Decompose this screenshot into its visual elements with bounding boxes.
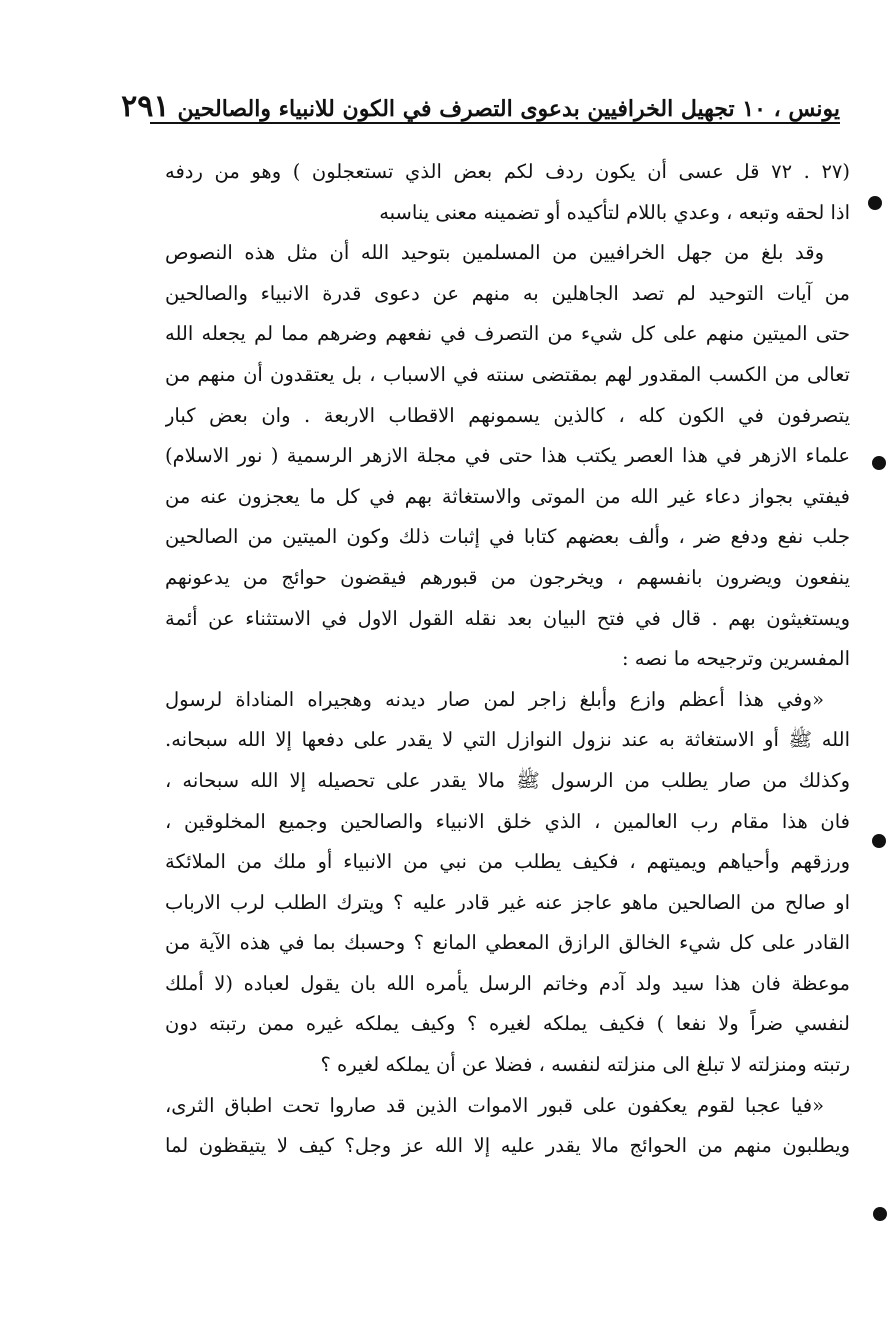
text-line: المفسرين وترجيحه ما نصه : bbox=[621, 647, 850, 671]
punch-hole-mark bbox=[872, 456, 886, 470]
text-line: (٢٧ . ٧٢ قل عسى أن يكون ردف لكم بعض الذي تستعجلون ) وهو من ردفه bbox=[165, 160, 850, 183]
text-line: فان هذا مقام رب العالمين ، الذي خلق الانبياء والصالحين وجميع المخلوقين ، bbox=[165, 809, 850, 833]
text-line: يتصرفون في الكون كله ، كالذين يسمونهم الاقطاب الاربعة . وان بعض كبار bbox=[165, 403, 850, 427]
text-line: فيفتي بجواز دعاء غير الله من الموتى والاستغاثة بهم في كل ما يعجزون عنه من bbox=[165, 484, 850, 508]
text-line: جلب نفع ودفع ضر ، وألف بعضهم كتابا في إثبات ذلك وكون الميتين من الصالحين bbox=[165, 525, 850, 549]
punch-hole-mark bbox=[868, 196, 882, 210]
running-header bbox=[121, 82, 840, 124]
text-line: علماء الازهر في هذا العصر يكتب هذا حتى في مجلة الازهر الرسمية ( نور الاسلام) bbox=[165, 444, 850, 468]
text-line: موعظة فان هذا سيد ولد آدم وخاتم الرسل يأمره الله بان يقول لعباده (لا أملك bbox=[165, 971, 850, 995]
text-line: رتبته ومنزلته لا تبلغ الى منزلته لنفسه ، فضلا عن أن يملكه لغيره ؟ bbox=[320, 1053, 850, 1077]
text-line: ويستغيثون بهم . قال في فتح البيان بعد نقله القول الاول في الاستثناء عن أئمة bbox=[165, 606, 850, 630]
punch-hole-mark bbox=[872, 834, 886, 848]
text-line: لنفسي ضراً ولا نفعا ) فكيف يملكه لغيره ؟ وكيف يملكه غيره ممن رتبته دون bbox=[165, 1012, 850, 1036]
text-line: وقد بلغ من جهل الخرافيين من المسلمين بتوحيد الله أن مثل هذه النصوص bbox=[165, 241, 824, 265]
text-line: اذا لحقه وتبعه ، وعدي باللام لتأكيده أو تضمينه معنى يناسبه bbox=[379, 200, 850, 224]
text-line: ينفعون ويضرون بانفسهم ، ويخرجون من قبورهم فيقضون حوائج من يدعونهم bbox=[165, 565, 850, 589]
text-line: الله ﷺ أو الاستغاثة به عند نزول النوازل التي لا يقدر على دفعها إلا الله سبحانه. bbox=[165, 728, 850, 752]
text-line: تعالى من الكسب المقدور لهم بمقتضى سنته في الاسباب ، بل يعتقدون أن منهم من bbox=[165, 362, 850, 386]
text-line: حتى الميتين منهم على كل شيء من التصرف في نفعهم وضرهم مما لم يجعله الله bbox=[165, 322, 850, 346]
page-number: ٢٩١ bbox=[121, 89, 170, 124]
text-line: او صالح من الصالحين ماهو عاجز عنه غير قادر عليه ؟ ويترك الطلب لرب الارباب bbox=[165, 890, 850, 914]
text-line: ورزقهم وأحياهم ويميتهم ، فكيف يطلب من نبي من الانبياء أو ملك من الملائكة bbox=[165, 850, 850, 874]
text-line: ويطلبون منهم من الحوائج مالا يقدر عليه إلا الله عز وجل؟ كيف لا يتيقظون لما bbox=[165, 1134, 850, 1158]
punch-hole-mark bbox=[873, 1207, 887, 1221]
text-line: «وفي هذا أعظم وازع وأبلغ زاجر لمن صار ديدنه وهجيراه المناداة لرسول bbox=[165, 687, 824, 711]
text-line: من آيات التوحيد لم تصد الجاهلين به منهم عن دعوى قدرة الانبياء والصالحين bbox=[165, 281, 850, 305]
body-text bbox=[165, 152, 850, 1167]
text-line: القادر على كل شيء الخالق الرازق المعطي المانع ؟ وحسبك بما في هذه الآية من bbox=[165, 931, 850, 955]
header-title: يونس ، ١٠ تجهيل الخرافيين بدعوى التصرف في الكون للانبياء والصالحين bbox=[177, 96, 840, 122]
text-line: وكذلك من صار يطلب من الرسول ﷺ مالا يقدر على تحصيله إلا الله سبحانه ، bbox=[165, 768, 850, 792]
text-line: «فيا عجبا لقوم يعكفون على قبور الاموات الذين قد صاروا تحت اطباق الثرى، bbox=[165, 1093, 824, 1117]
